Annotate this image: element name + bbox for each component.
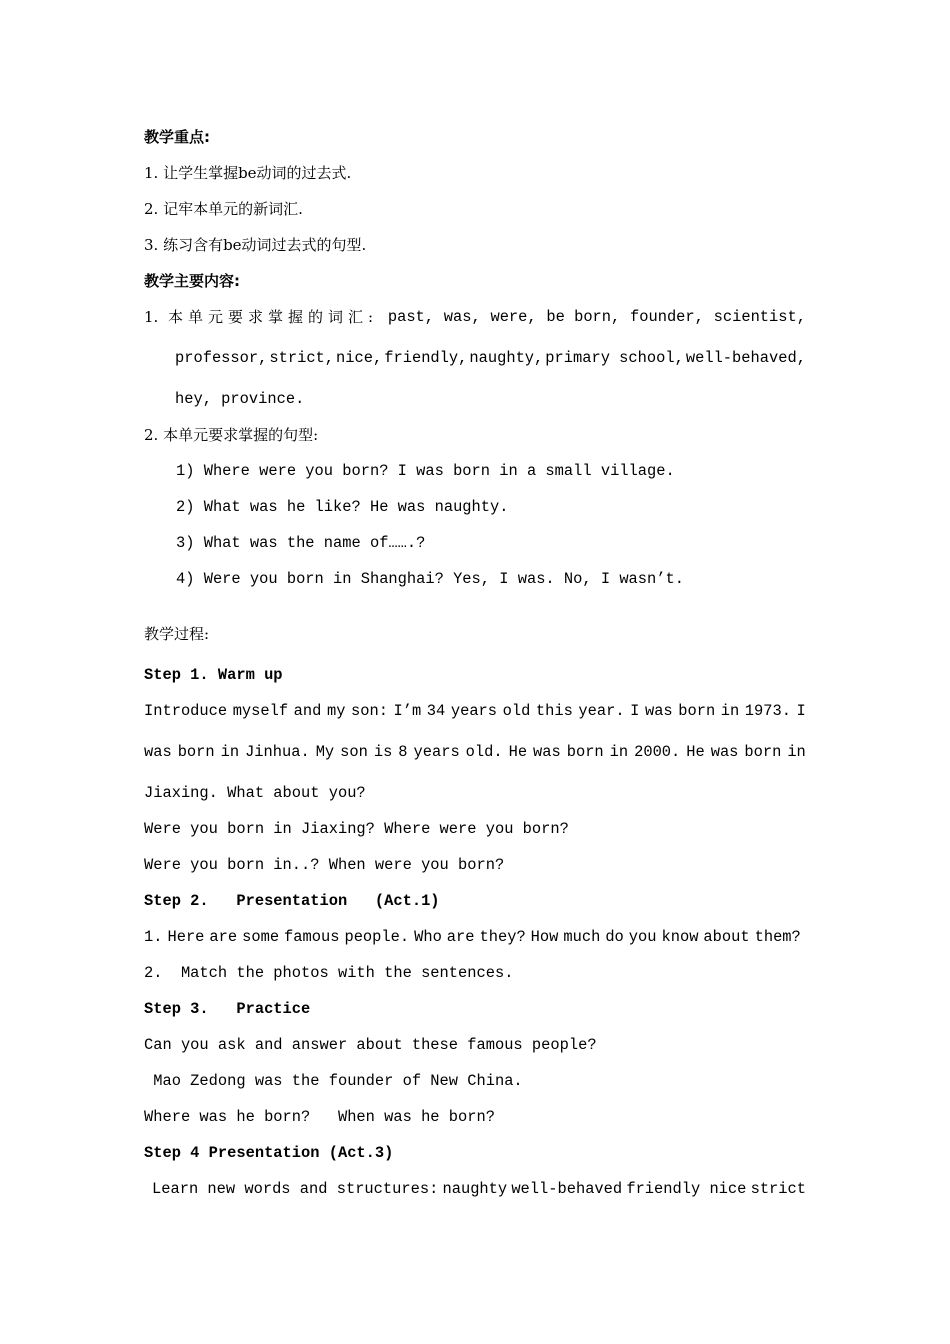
- step4-segment: well-behaved: [511, 1180, 623, 1198]
- vocab-line-3: hey, province.: [175, 390, 305, 408]
- step3-line-1: Can you ask and answer about these famous people?: [144, 1036, 597, 1054]
- step3-title: Step 3. Practice: [144, 1000, 311, 1018]
- vocab-word: friendly,: [384, 349, 468, 367]
- step4-segment: naughty: [442, 1180, 508, 1198]
- vocab-label: 本单元要求掌握的词汇:: [168, 308, 379, 326]
- key-point-1: 1. 让学生掌握be动词的过去式.: [144, 164, 352, 182]
- step1-word: year.: [578, 702, 625, 720]
- vocab-word: be born,: [546, 308, 621, 326]
- step1-word: myself: [232, 702, 289, 720]
- step2-line-2: 2. Match the photos with the sentences.: [144, 964, 514, 982]
- step2-word: are: [446, 928, 475, 946]
- step1-word: I: [630, 702, 640, 720]
- step1-word: in: [787, 743, 806, 761]
- step2-word: people.: [344, 928, 410, 946]
- step4-segment: strict: [750, 1180, 806, 1198]
- step1-word: Jinhua.: [245, 743, 310, 761]
- patterns-title: 2. 本单元要求掌握的句型:: [144, 426, 319, 444]
- step1-word: is: [373, 743, 393, 761]
- vocab-word: professor,: [175, 349, 268, 367]
- step2-word: are: [209, 928, 238, 946]
- step4-line-1: [152, 1179, 806, 1199]
- step2-word: much: [563, 928, 601, 946]
- step1-word: was: [644, 702, 673, 720]
- vocab-word: was,: [443, 308, 481, 326]
- pattern-item-4: 4) Were you born in Shanghai? Yes, I was. No, I wasn’t.: [176, 570, 684, 588]
- step1-word: years: [413, 743, 460, 761]
- pattern-item-1: 1) Where were you born? I was born in a small village.: [176, 462, 675, 480]
- step1-line-2: [144, 742, 806, 762]
- vocab-word: were,: [490, 308, 537, 326]
- vocab-word: founder,: [630, 308, 704, 326]
- step1-line-1: [144, 701, 806, 721]
- step1-word: old.: [465, 743, 503, 761]
- section-heading-process: 教学过程:: [144, 625, 210, 643]
- step1-word: was: [144, 743, 172, 761]
- step2-word: 1.: [144, 928, 163, 946]
- step2-word: How: [530, 928, 559, 946]
- vocab-word: past,: [387, 308, 435, 326]
- step2-word: about: [703, 928, 750, 946]
- step2-line-1: [144, 927, 801, 947]
- step1-word: 34: [426, 702, 446, 720]
- step1-title: Step 1. Warm up: [144, 666, 283, 684]
- step1-word: this: [535, 702, 573, 720]
- step1-word: born: [678, 702, 716, 720]
- vocab-word: scientist,: [713, 308, 806, 326]
- step3-line-3: Where was he born? When was he born?: [144, 1108, 495, 1126]
- step1-word: 1973.: [744, 702, 791, 720]
- step1-word: in: [720, 702, 740, 720]
- step1-line-4: Were you born in Jiaxing? Where were you born?: [144, 820, 569, 838]
- vocab-word: primary school,: [545, 349, 684, 367]
- step1-word: was: [710, 743, 739, 761]
- step1-word: He: [508, 743, 528, 761]
- step3-line-2: Mao Zedong was the founder of New China.: [144, 1072, 523, 1090]
- step1-word: in: [609, 743, 629, 761]
- step1-word: in: [220, 743, 240, 761]
- vocab-line-1: [144, 307, 806, 327]
- step4-segment: Learn new words and structures:: [152, 1180, 439, 1198]
- step1-word: born: [744, 743, 782, 761]
- step1-line-5: Were you born in..? When were you born?: [144, 856, 505, 874]
- step2-word: know: [661, 928, 699, 946]
- step2-word: you: [628, 928, 657, 946]
- vocab-number: 1.: [144, 308, 159, 326]
- step2-word: some: [242, 928, 280, 946]
- step1-word: son: [340, 743, 368, 761]
- step1-word: My: [315, 743, 335, 761]
- step1-word: Introduce: [144, 702, 228, 720]
- pattern-item-2: 2) What was he like? He was naughty.: [176, 498, 509, 516]
- step4-title: Step 4 Presentation (Act.3): [144, 1144, 394, 1162]
- step2-word: they?: [479, 928, 526, 946]
- step2-word: Who: [414, 928, 442, 946]
- step1-line-3: Jiaxing. What about you?: [144, 784, 366, 802]
- vocab-word: naughty,: [469, 349, 544, 367]
- step1-word: He: [686, 743, 705, 761]
- step2-word: do: [605, 928, 624, 946]
- key-point-2: 2. 记牢本单元的新词汇.: [144, 200, 303, 218]
- step1-word: 8: [398, 743, 408, 761]
- key-point-3: 3. 练习含有be动词过去式的句型.: [144, 236, 367, 254]
- vocab-word: well-behaved,: [685, 349, 806, 367]
- step1-word: I’m: [393, 702, 422, 720]
- step2-word: famous: [284, 928, 340, 946]
- step1-word: my: [326, 702, 346, 720]
- step2-title: Step 2. Presentation (Act.1): [144, 892, 440, 910]
- step4-segment: friendly nice: [626, 1180, 747, 1198]
- step1-word: born: [177, 743, 215, 761]
- vocab-line-2: [175, 348, 806, 368]
- pattern-item-3: 3) What was the name of…….?: [176, 534, 426, 552]
- step2-word: Here: [167, 928, 205, 946]
- step1-word: years: [450, 702, 498, 720]
- step1-word: was: [533, 743, 561, 761]
- step1-word: son:: [351, 702, 388, 720]
- step1-word: born: [566, 743, 604, 761]
- step1-word: and: [293, 702, 322, 720]
- step1-word: old: [502, 702, 531, 720]
- step1-word: 2000.: [634, 743, 681, 761]
- section-heading-key-points: 教学重点:: [144, 128, 210, 146]
- section-heading-main-content: 教学主要内容:: [144, 272, 240, 290]
- vocab-word: strict,: [269, 349, 335, 367]
- step1-word: I: [796, 702, 806, 720]
- step2-word: them?: [754, 928, 801, 946]
- vocab-word: nice,: [336, 349, 383, 367]
